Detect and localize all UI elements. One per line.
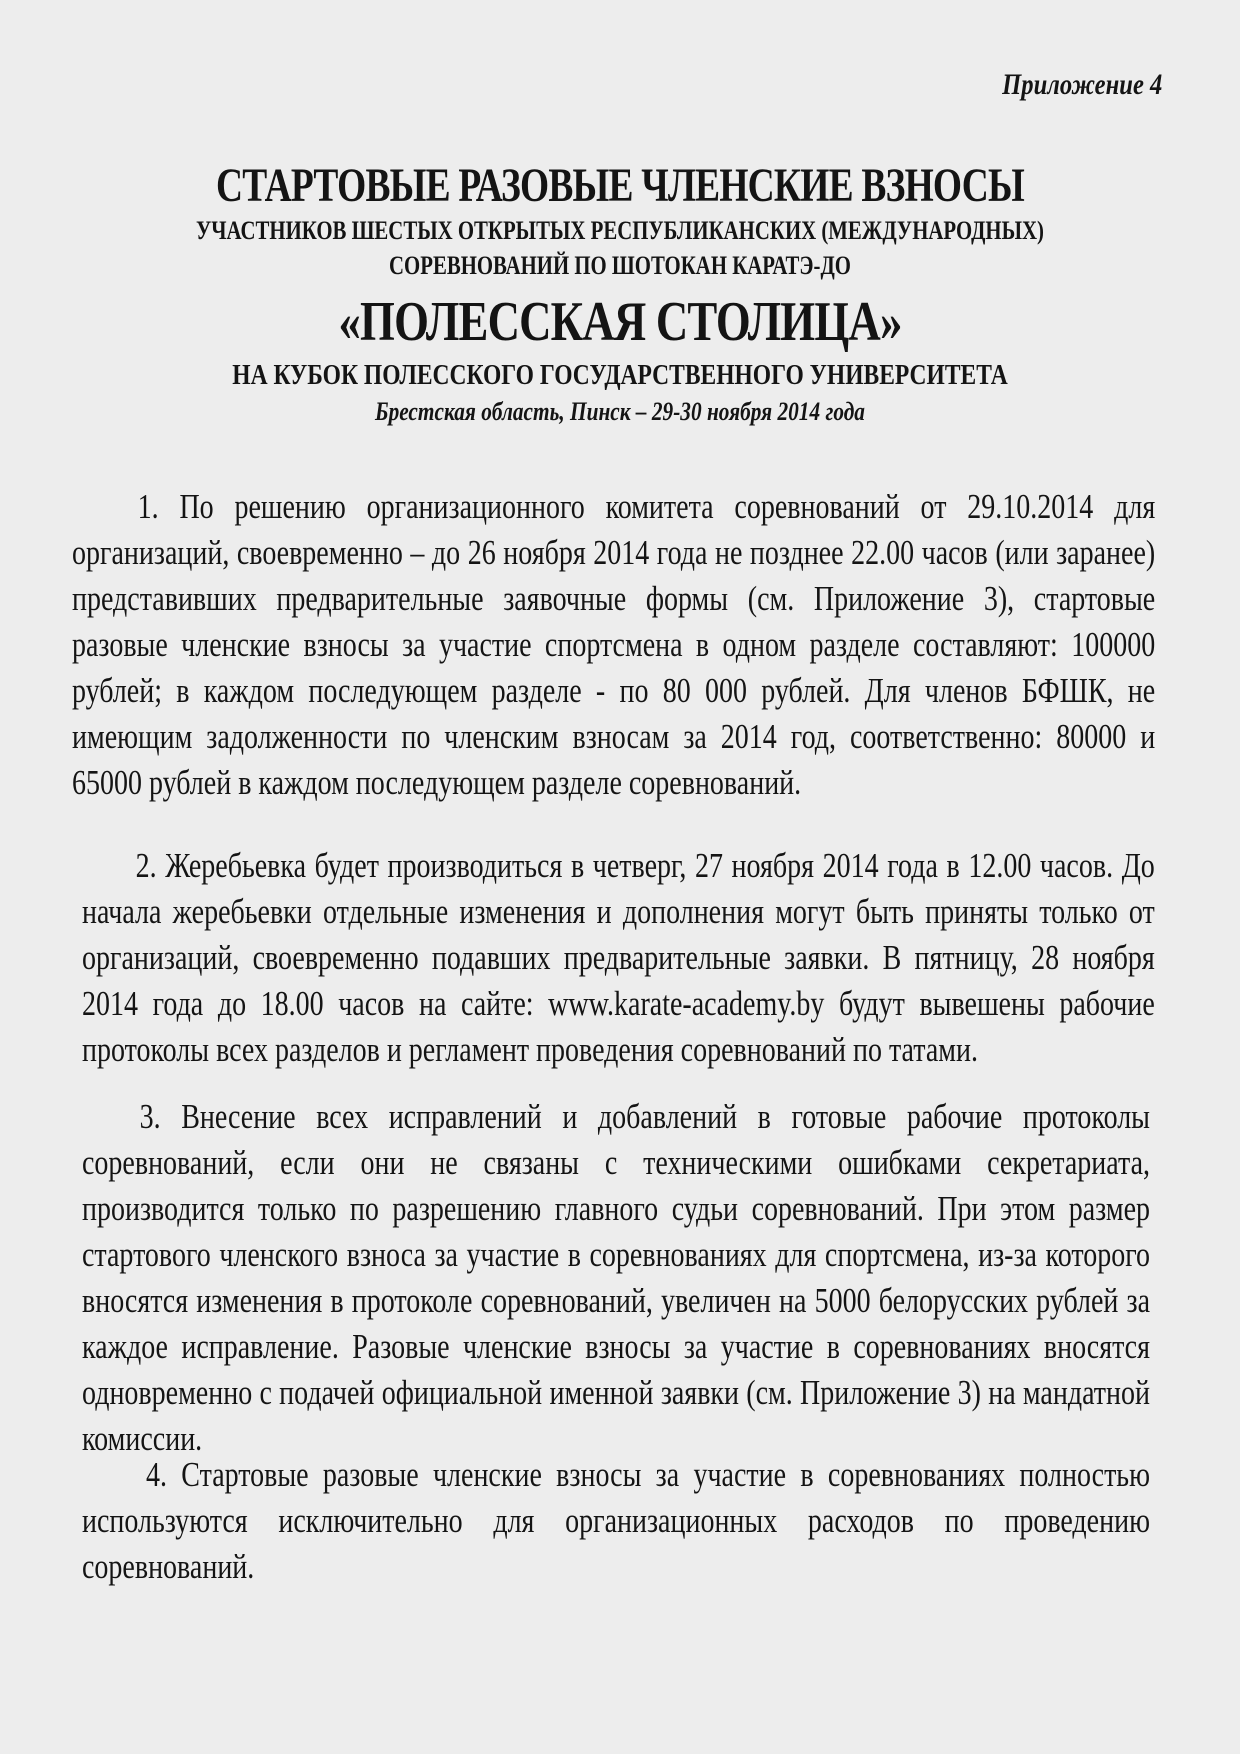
paragraph-2: 2. Жеребьевка будет производиться в четверг, 27 ноября 2014 года в 12.00 часов. До начала жеребьевки отдельные изменения и дополнения могут быть приняты только от организаций, своевременно подавших предварительные заявки. В пятницу, 28 ноября 2014 года до 18.00 часов на сайте: www.karate-academy.by будут вывешены рабочие протоколы всех разделов и регламент проведения соревнований по татами.	[82, 846, 1155, 1069]
paragraph-3: 3. Внесение всех исправлений и добавлений в готовые рабочие протоколы соревнований, если они не связаны с техническими ошибками секретариата, производится только по разрешению главного судьи соревнований. При этом размер стартового членского взноса за участие в соревнованиях для спортсмена, из-за которого вносятся изменения в протоколе соревнований, увеличен на 5000 белорусских рублей за каждое исправление. Разовые членские взносы за участие в соревнованиях вносятся одновременно с подачей официальной именной заявки (см. Приложение 3) на мандатной комиссии.	[82, 1097, 1151, 1458]
appendix-label: Приложение 4	[1001, 68, 1162, 101]
cup-line: НА КУБОК ПОЛЕССКОГО ГОСУДАРСТВЕННОГО УНИВЕРСИТЕТА	[232, 360, 1008, 391]
place-date: Брестская область, Пинск – 29-30 ноября 2014 года	[375, 397, 865, 426]
event-name: «ПОЛЕССКАЯ СТОЛИЦА»	[338, 291, 902, 353]
paragraph-4: 4. Стартовые разовые членские взносы за участие в соревнованиях полностью используются исключительно для организационных расходов по проведению соревнований.	[82, 1455, 1150, 1586]
document-subtitle-line2: СОРЕВНОВАНИЙ ПО ШОТОКАН КАРАТЭ-ДО	[389, 251, 851, 280]
document-subtitle-line1: УЧАСТНИКОВ ШЕСТЫХ ОТКРЫТЫХ РЕСПУБЛИКАНСКИХ (МЕЖДУНАРОДНЫХ)	[196, 216, 1044, 245]
paragraph-1: 1. По решению организационного комитета соревнований от 29.10.2014 для организаций, своевременно – до 26 ноября 2014 года не позднее 22.00 часов (или заранее) представивших предварительные заявочные формы (см. Приложение 3), стартовые разовые членские взносы за участие спортсмена в одном разделе составляют: 100000 рублей; в каждом последующем разделе - по 80 000 рублей. Для членов БФШК, не имеющим задолженности по членским взносам за 2014 год, соответственно: 80000 и 65000 рублей в каждом последующем разделе соревнований.	[72, 487, 1156, 802]
document-title: СТАРТОВЫЕ РАЗОВЫЕ ЧЛЕНСКИЕ ВЗНОСЫ	[216, 159, 1024, 212]
